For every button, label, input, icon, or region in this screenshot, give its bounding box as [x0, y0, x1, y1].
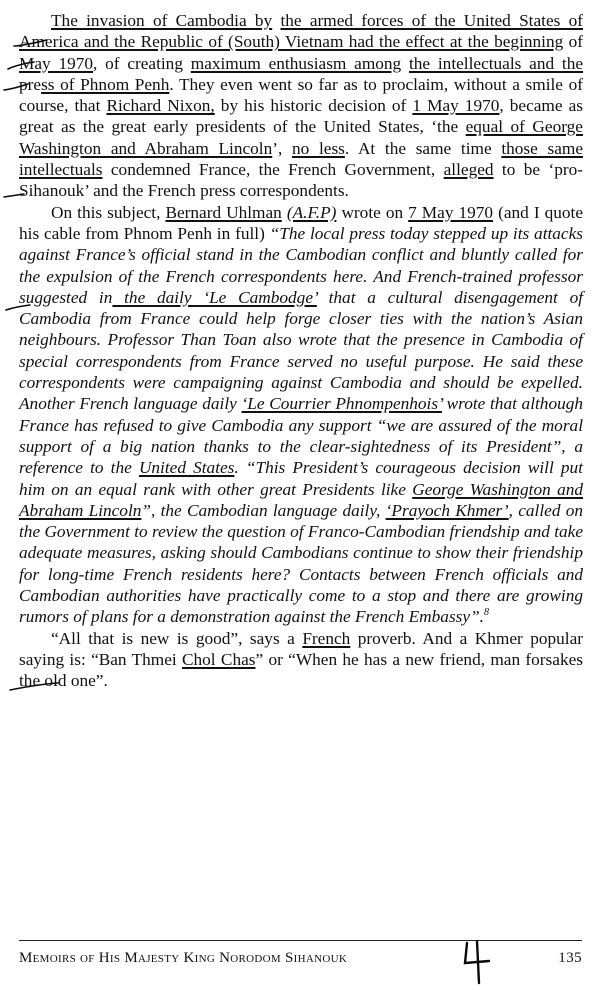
underlined-phrase: maximum enthusiasm among	[190, 53, 402, 73]
underlined-phrase: the intellectuals and the	[408, 53, 584, 73]
underlined-newspaper: ‘Prayoch Khmer’	[385, 500, 509, 520]
body-text	[19, 10, 583, 692]
underlined-phrase: those same intellectuals	[19, 138, 583, 180]
underlined-word: alleged	[443, 160, 494, 180]
footer-rule	[19, 940, 582, 941]
underlined-phrase: George Washington and Abraham Lincoln	[19, 479, 583, 520]
footnote-marker: 8	[484, 607, 489, 619]
handwritten-mark-icon	[455, 937, 495, 985]
running-title: Memoirs of His Majesty King Norodom Sihanouk	[19, 950, 348, 966]
underlined-date: 1 May 1970	[412, 96, 500, 116]
underlined-date: 7 May 1970	[408, 202, 494, 222]
underlined-phrase: equal of George Washington and Abraham Lincoln	[19, 117, 583, 158]
quoted-cable: “The local press today stepped up its attacks against France’s official stand in the Cambodian conflict and bluntly called for the expulsion of the French correspondents here. And French-trained professor suggested in	[19, 223, 584, 307]
underlined-newspaper: ‘Le Courrier Phnompenhois’	[241, 394, 442, 414]
underlined-phrase: The invasion of Cambodia by	[51, 11, 273, 30]
page-number: 135	[558, 950, 582, 966]
underlined-phrase: ss of Phnom Penh	[41, 74, 170, 94]
underlined-word: French	[302, 628, 351, 648]
paragraph-2: On this subject, Bernard Uhlman (A.F.P) wrote on 7 May 1970 (and I quote his cable from Phnom Penh in full) “The local press today stepped up its attacks against France’s official stand in the Cambodian conflict and bluntly called for the expulsion of the French correspondents here. And French-trained professor suggested in the daily ‘Le Cambodge’ that a cultural disengagement of Cambodia from France could help forge closer ties with the nation’s Asian neighbours. Professor Than Toan also wrote that the presence in Cambodia of special correspondents from France served no useful purpose. He said these correspondents were campaigning against Cambodia and should be expelled. Another French language daily ‘Le Courrier Phnompenhois’ wrote that although France has refused to give Cambodia any support “we are assured of the moral support of a big nation thanks to the clear-sightedness of its President”, a reference to the United States. “This President’s courageous decision will put him on an equal rank with other great Presidents like George Washington and Abraham Lincoln”, the Cambodian language daily, ‘Prayoch Khmer’, called on the Government to review the question of Franco-Cambodian friendship and take adequate measures, asking should Cambodians continue to show their friendship for long-time French residents here? Contacts between French officials and Cambodian authorities have practically come to a stop and there are growing rumors of plans for a demonstration against the French Embassy”.$^8$	[19, 202, 584, 627]
underlined-date: May 1970	[19, 53, 94, 73]
underlined-agency: (A.F.P)	[286, 202, 337, 222]
paragraph-1: The invasion of Cambodia by the armed forces of the United States of America and the Republic of (South) Vietnam had the effect at the beginning of May 1970, of creating maximum enthusiasm among the intellectuals and the press of Phnom Penh. They even went so far as to proclaim, without a smile of course, that Richard Nixon, by his historic decision of 1 May 1970, became as great as the great early presidents of the United States, ‘the equal of George Washington and Abraham Lincoln’, no less. At the same time those same intellectuals condemned France, the French Government, alleged to be ‘pro-Sihanouk’ and the French press correspondents.	[19, 11, 584, 201]
underlined-newspaper: the daily ‘Le Cambodge’	[112, 287, 317, 307]
underlined-phrase: the armed forces of the United States of America and the Republic of (South) Vietnam had the effect at the beginning	[19, 11, 583, 52]
underlined-name: Bernard Uhlman	[165, 202, 282, 222]
page-footer	[19, 946, 582, 970]
underlined-phrase: Chol Chas	[182, 649, 256, 669]
paragraph-3: “All that is new is good”, says a French proverb. And a Khmer popular saying is: “Ban Thmei Chol Chas” or “When he has a new friend, man forsakes the old one”.	[19, 628, 584, 691]
underlined-phrase: no less	[292, 138, 345, 158]
underlined-name: Richard Nixon,	[106, 96, 215, 116]
underlined-phrase: United States	[138, 458, 235, 478]
